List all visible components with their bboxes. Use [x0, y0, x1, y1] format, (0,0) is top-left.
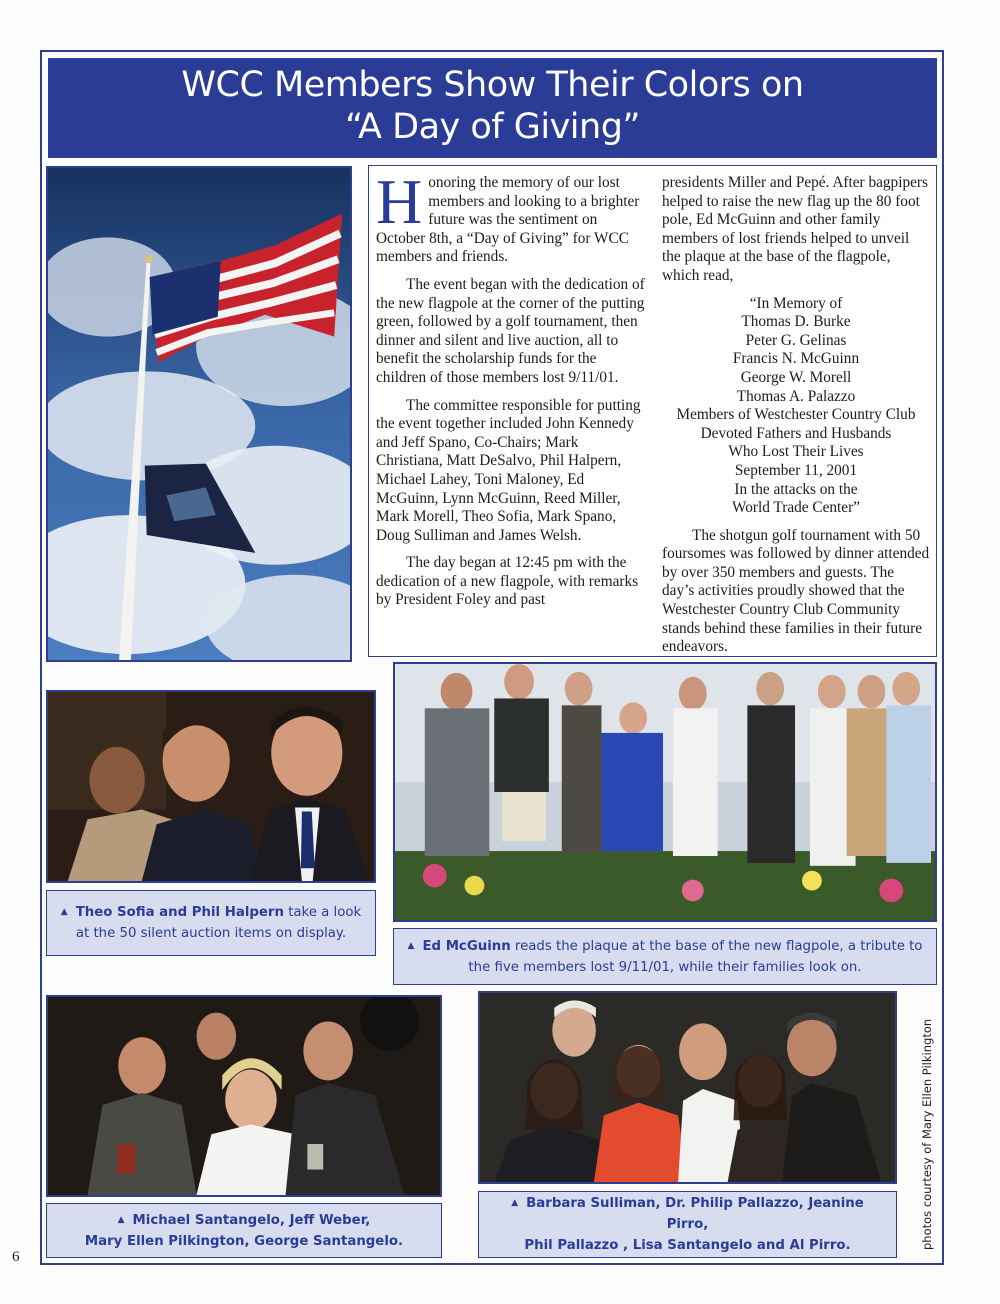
plaque-line: “In Memory of	[749, 294, 843, 312]
caption-text: Mary Ellen Pilkington, George Santangelo.	[84, 1233, 404, 1249]
article-paragraph: The day began at 12:45 pm with the dedication of a new flagpole, with remarks by President Foley and past	[376, 554, 639, 609]
plaque-line: George W. Morell	[740, 368, 852, 386]
paragraph-text: onoring the memory of our lost members and looking to a brighter future was the sentiment on October 8th, a “Day of Giving” for WCC members and friends.	[376, 174, 640, 266]
plaque-line: Thomas D. Burke	[741, 313, 851, 331]
photo-pirro-group	[478, 991, 897, 1184]
title-banner	[48, 58, 937, 158]
caption-text: Phil Pallazzo , Lisa Santangelo and Al Pirro.	[524, 1238, 851, 1253]
caption-text: reads the plaque at the base of the new flagpole, a tribute to the five members lost 9/11/01, while their families look on.	[468, 938, 923, 975]
plaque-line: Francis N. McGuinn	[732, 350, 860, 368]
plaque-line: Who Lost Their Lives	[728, 443, 864, 461]
caption-plaque-dedication	[393, 928, 937, 985]
caption-names: Theo Sofia and Phil Halpern	[75, 905, 284, 920]
caption-names: Ed McGuinn	[422, 938, 511, 954]
article-paragraph: presidents Miller and Pepé. After bagpipers helped to raise the new flag up the 80 foot pole, Ed McGuinn and other family members of lost friends helped to unveil the plaque at the base of the flagpole, which read,	[662, 174, 928, 284]
photo-credit: photos courtesy of Mary Ellen Pilkington	[920, 1018, 934, 1250]
article-box	[368, 165, 937, 657]
title-line-1: WCC Members Show Their Colors on	[181, 65, 804, 105]
plaque-inscription	[662, 295, 930, 518]
caption-text: Michael Santangelo, Jeff Weber,	[132, 1212, 371, 1228]
caption-text: take a look at the 50 silent auction items on display.	[75, 905, 362, 941]
plaque-line: September 11, 2001	[734, 461, 858, 479]
article-paragraph: The shotgun golf tournament with 50 foursomes was followed by dinner attended by over 350 members and guests. The day’s activities proudly showed that the Westchester Country Club Community stands behind these families in their future endeavors.	[662, 526, 930, 656]
photo-santangelo-group	[46, 995, 442, 1197]
article-paragraph: The committee responsible for putting the event together included John Kennedy and Jeff Spano, Co-Chairs; Mark Christiana, Matt DeSalvo, Phil Halpern, Michael Lahey, Toni Maloney, Ed McGuinn, Lynn McGuinn, Reed Miller, Mark Morell, Theo Sofia, Mark Spano, Doug Sulliman and James Welsh.	[376, 396, 641, 544]
title-line-2: “A Day of Giving”	[344, 107, 641, 147]
photo-sofia-halpern	[46, 690, 376, 883]
plaque-line: In the attacks on the	[734, 480, 858, 498]
triangle-icon: ▲	[117, 1214, 125, 1225]
caption-sofia-halpern	[46, 890, 376, 956]
triangle-icon: ▲	[60, 907, 68, 917]
plaque-line: Devoted Fathers and Husbands	[700, 424, 892, 442]
page-number: 6	[12, 1249, 20, 1265]
plaque-line: Thomas A. Palazzo	[736, 387, 856, 405]
caption-santangelo-group	[46, 1203, 442, 1258]
article-paragraph	[376, 166, 646, 267]
drop-cap: H	[376, 166, 423, 237]
article-paragraph: The event began with the dedication of the new flagpole at the corner of the putting green, followed by a golf tournament, then dinner and silent and live auction, all to benefit the scholarship funds for the children of those members lost 9/11/01.	[376, 275, 645, 386]
flagpole-photo	[46, 166, 352, 662]
article-column-right	[662, 174, 930, 666]
triangle-icon: ▲	[407, 940, 415, 951]
caption-pirro-group	[478, 1191, 897, 1258]
plaque-line: Peter G. Gelinas	[745, 331, 847, 349]
plaque-line: Members of Westchester Country Club	[676, 406, 916, 424]
plaque-line: World Trade Center”	[732, 499, 860, 517]
caption-text: Barbara Sulliman, Dr. Philip Pallazzo, Jeanine Pirro,	[526, 1196, 864, 1232]
triangle-icon: ▲	[511, 1198, 519, 1208]
article-column-left	[376, 166, 646, 619]
photo-plaque-dedication	[393, 662, 937, 922]
